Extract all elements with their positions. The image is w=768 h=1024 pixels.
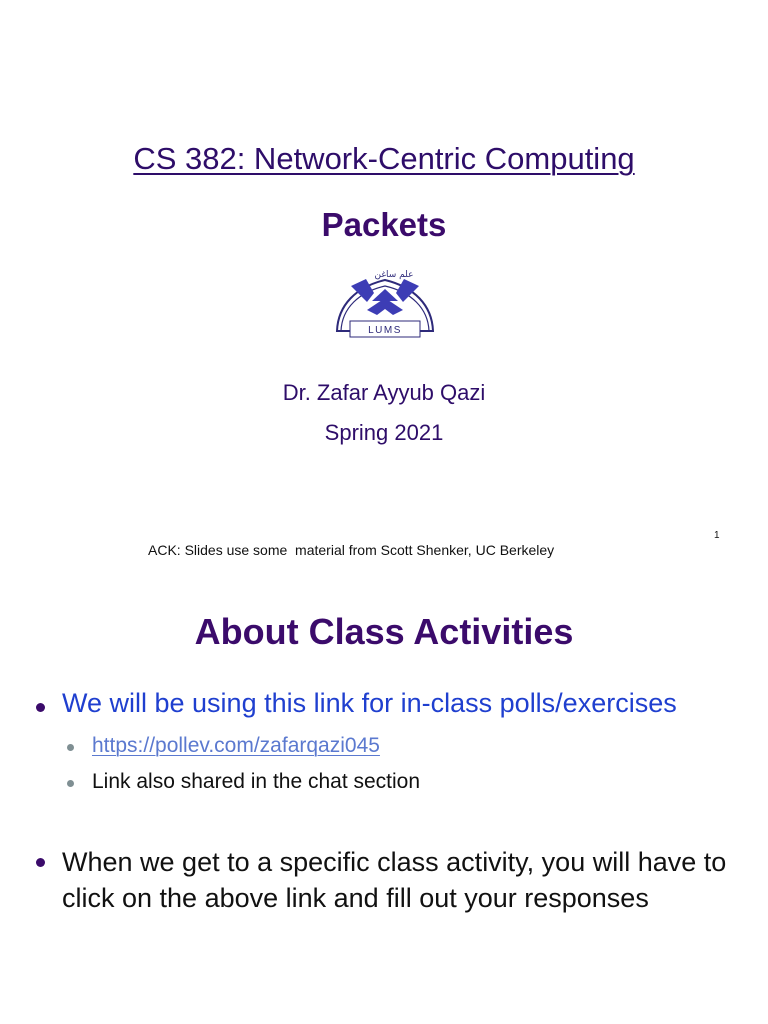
slide-number: 1 — [714, 530, 720, 541]
lecture-title: Packets — [321, 206, 447, 243]
course-title: CS 382: Network-Centric Computing — [133, 141, 635, 176]
bullet-item-chat: Link also shared in the chat section — [92, 770, 421, 793]
bullet-icon — [36, 703, 45, 712]
acknowledgement: ACK: Slides use some material from Scott Shenker, UC Berkeley — [148, 542, 555, 558]
pollev-link[interactable]: https://pollev.com/zafarqazi045 — [92, 734, 380, 757]
bullet-item-activity: When we get to a specific class activity, you will have to click on the above link and fill out your responses — [62, 847, 727, 913]
author-name: Dr. Zafar Ayyub Qazi — [282, 380, 486, 405]
term: Spring 2021 — [324, 420, 444, 445]
lums-logo-icon — [332, 262, 438, 350]
logo-text: LUMS — [368, 325, 402, 336]
lums-logo-svg — [332, 262, 438, 350]
sub-bullet-icon — [67, 744, 74, 751]
class-activities-slide — [0, 580, 768, 1024]
sub-bullet-icon — [67, 780, 74, 787]
bullet-icon — [36, 858, 45, 867]
logo-arabic-text: علم ساغن — [374, 270, 414, 280]
bullet-item-polls: We will be using this link for in-class polls/exercises — [62, 688, 677, 718]
section-title: About Class Activities — [194, 611, 574, 652]
